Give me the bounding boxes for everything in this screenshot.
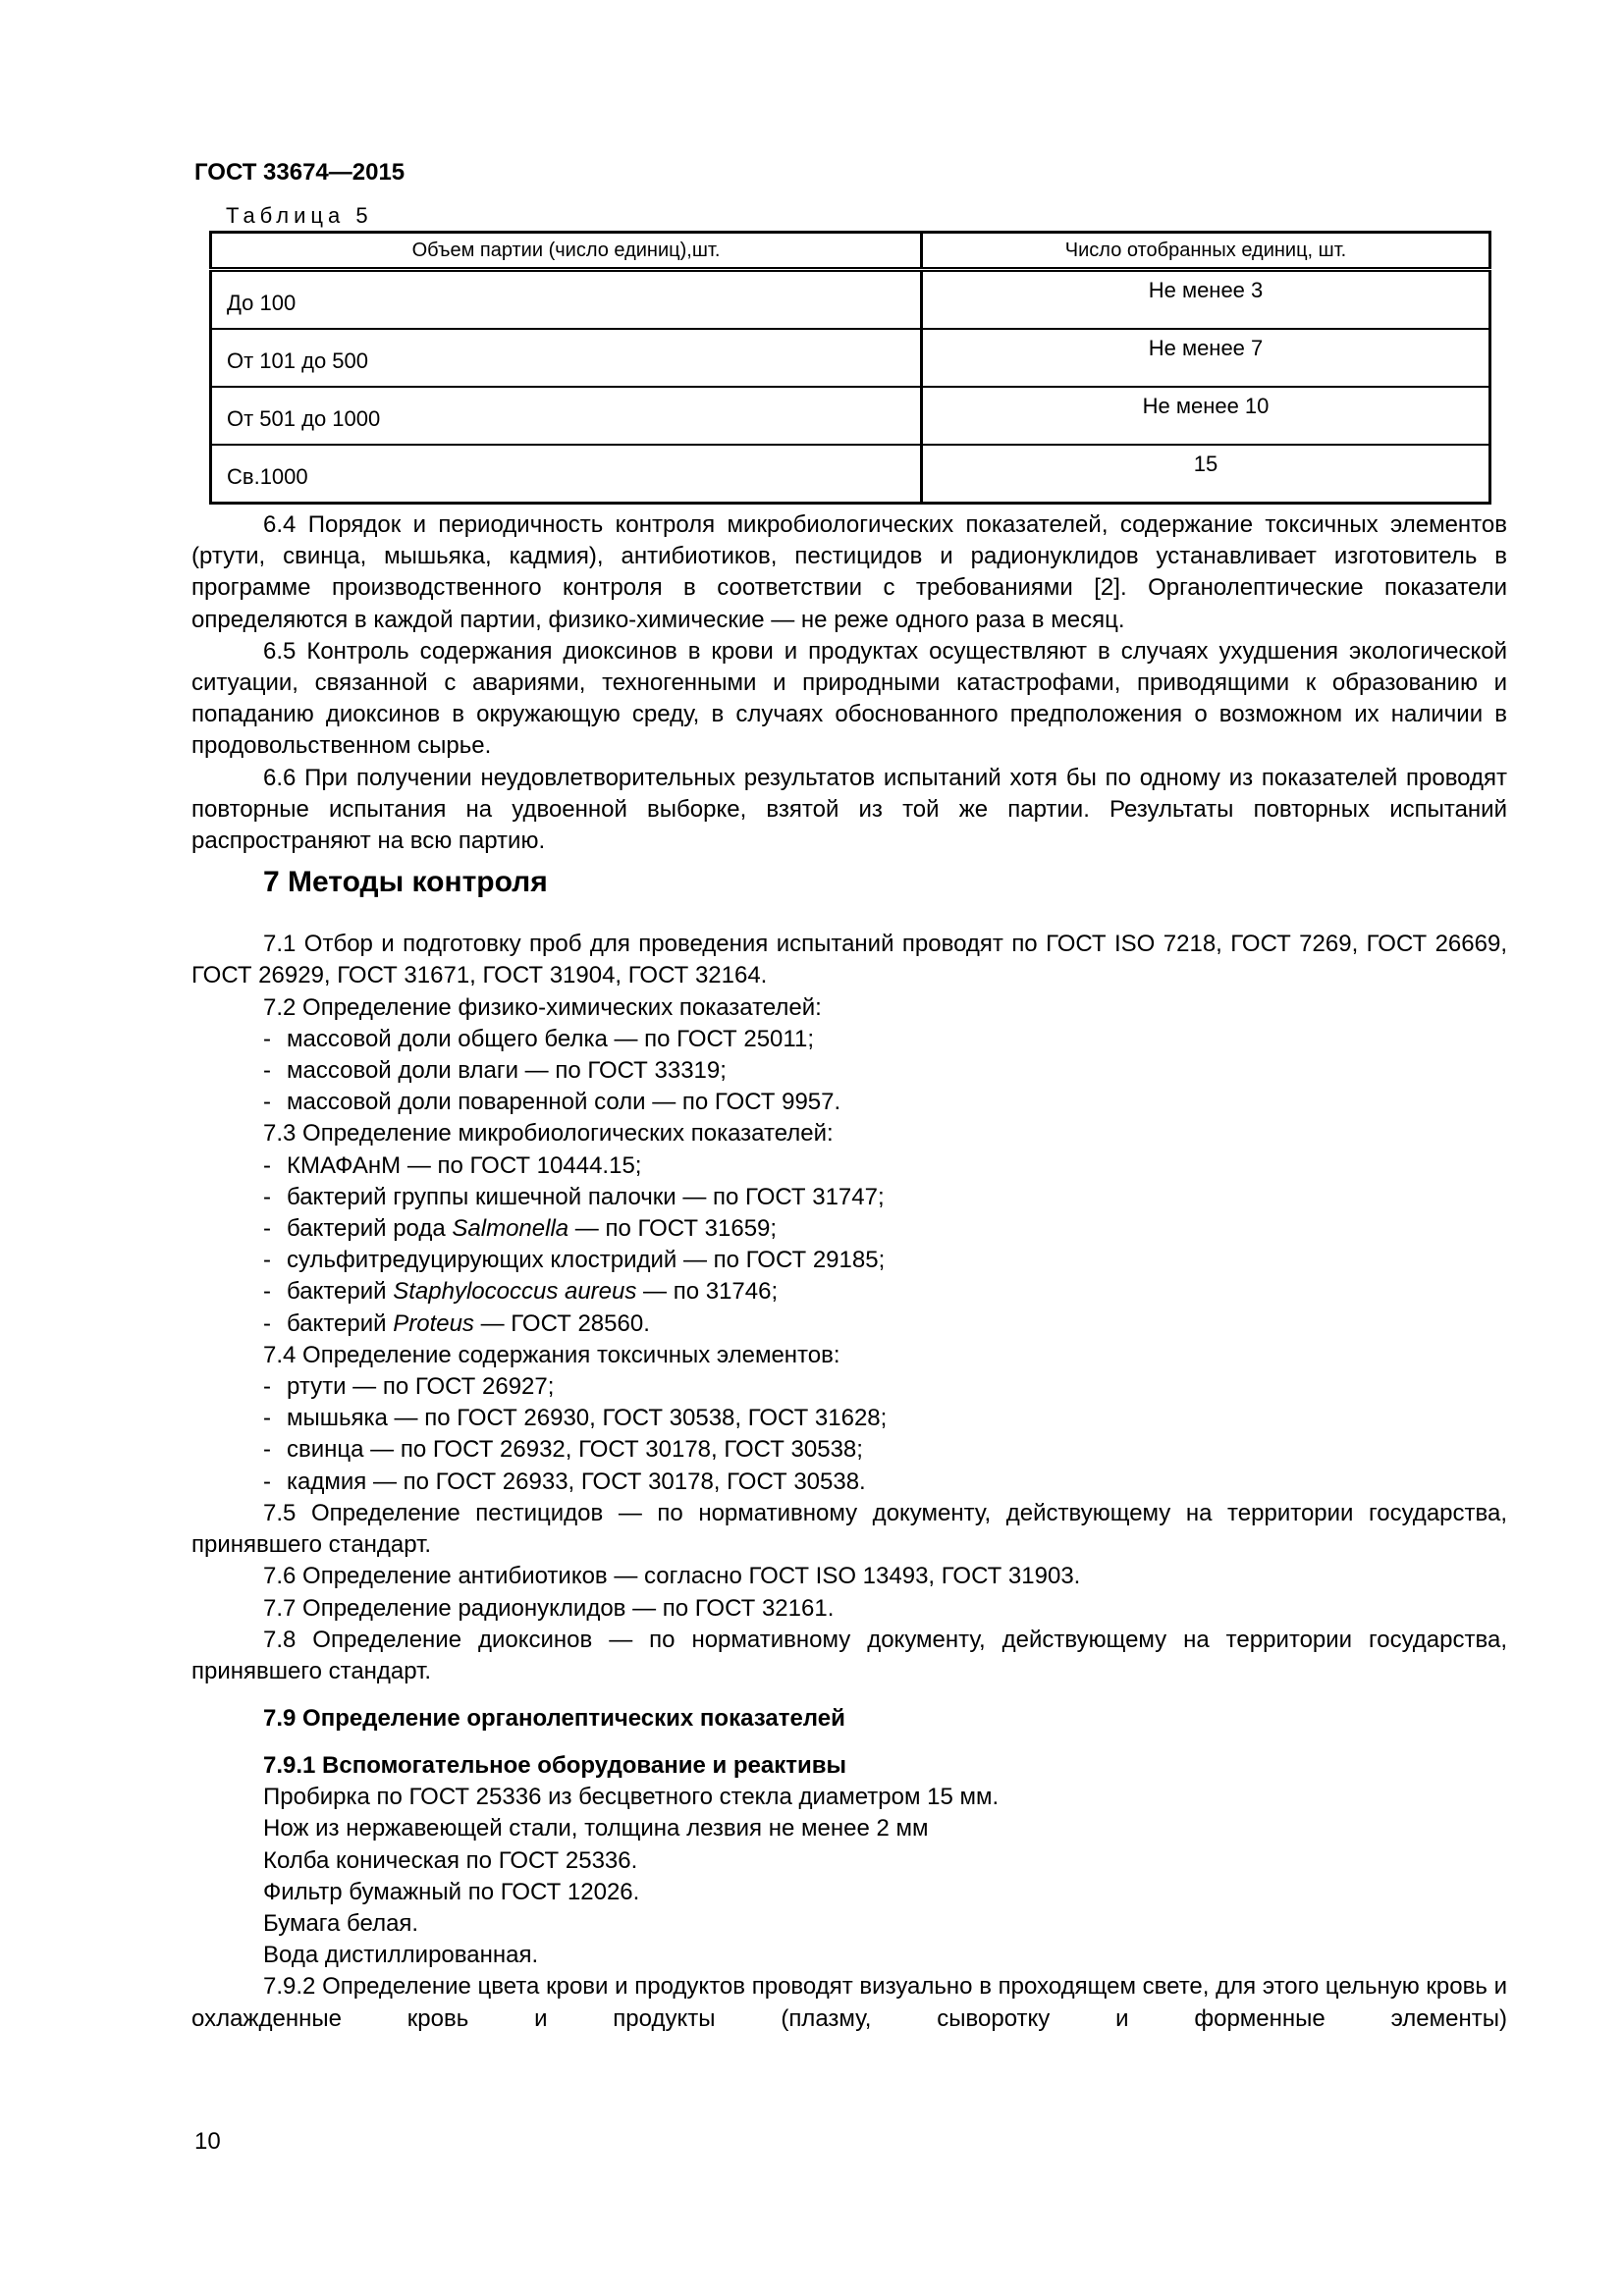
paragraph-7-9-2: 7.9.2 Определение цвета крови и продуктов проводят визуально в проходящем свете, для этого цельную кровь и охлажденные кровь и продукты (плазму, сыворотку и форменные элементы): [191, 1973, 1507, 2032]
paragraph-6-6: 6.6 При получении неудовлетворительных результатов испытаний хотя бы по одному из показателей проводят повторные испытания на удвоенной выборке, взятой из той же партии. Результаты повторных испытаний распространяют на всю партию.: [191, 764, 1507, 855]
paragraph-7-1: 7.1 Отбор и подготовку проб для проведения испытаний проводят по ГОСТ ISO 7218, ГОСТ 7269, ГОСТ 26669, ГОСТ 26929, ГОСТ 31671, ГОСТ 31904, ГОСТ 32164.: [191, 931, 1507, 989]
paragraph-7-8: 7.8 Определение диоксинов — по нормативному документу, действующему на территории государства, принявшего стандарт.: [191, 1626, 1507, 1684]
paragraph-6-5: 6.5 Контроль содержания диоксинов в крови и продуктах осуществляют в случаях ухудшения экологической ситуации, связанной с авариями, техногенными и природными катастрофами, приводящими к образованию и попаданию диоксинов в окружающую среду, в случаях обоснованного предположения о возможном их наличии в продовольственном сырье.: [191, 637, 1507, 760]
paragraph-7-5: 7.5 Определение пестицидов — по нормативному документу, действующему на территории государства, принявшего стандарт.: [191, 1499, 1507, 1559]
table-caption: Таблица 5: [226, 203, 373, 228]
list-dash: -: [263, 1278, 271, 1306]
paragraph-7-7: 7.7 Определение радионуклидов — по ГОСТ 32161.: [263, 1594, 835, 1622]
table-row: [211, 445, 1490, 504]
equipment-item: Нож из нержавеющей стали, толщина лезвия не менее 2 мм: [263, 1815, 929, 1842]
list-item: - бактерий рода Salmonella — по ГОСТ 31659;: [191, 1213, 1507, 1245]
species-name: Proteus: [393, 1309, 474, 1337]
list-dash: -: [263, 1405, 271, 1432]
species-name: Salmonella: [452, 1215, 569, 1243]
equipment-item: Фильтр бумажный по ГОСТ 12026.: [263, 1878, 640, 1905]
list-item: - мышьяка — по ГОСТ 26930, ГОСТ 30538, ГОСТ 31628;: [191, 1403, 1507, 1434]
list-item: - КМАФАнМ — по ГОСТ 10444.15;: [191, 1150, 1507, 1182]
lot-size-cell: До 100: [211, 270, 922, 330]
document-code: ГОСТ 33674—2015: [194, 159, 406, 186]
list-item: - бактерий Proteus — ГОСТ 28560.: [191, 1308, 1507, 1340]
section-7-heading: 7 Методы контроля: [263, 866, 548, 899]
equipment-item: Колба коническая по ГОСТ 25336.: [263, 1846, 638, 1874]
table-row: [211, 270, 1490, 330]
equipment-item: Пробирка по ГОСТ 25336 из бесцветного стекла диаметром 15 мм.: [263, 1784, 1000, 1811]
table-header-row: [211, 233, 1490, 270]
paragraph-7-2: 7.2 Определение физико-химических показателей:: [263, 993, 822, 1021]
lot-size-cell: Св.1000: [211, 445, 922, 504]
list-item: - массовой доли влаги — по ГОСТ 33319;: [191, 1055, 1507, 1087]
list-item: - массовой доли общего белка — по ГОСТ 25011;: [191, 1024, 1507, 1055]
sample-count-cell: Не менее 10: [922, 387, 1490, 445]
list-item: - ртути — по ГОСТ 26927;: [191, 1371, 1507, 1403]
list-dash: -: [263, 1215, 271, 1243]
list-item: - бактерий группы кишечной палочки — по ГОСТ 31747;: [191, 1182, 1507, 1213]
list-dash: -: [263, 1468, 271, 1495]
subsection-7-9-heading: 7.9 Определение органолептических показателей: [263, 1705, 845, 1733]
list-item: - сульфитредуцирующих клостридий — по ГОСТ 29185;: [191, 1245, 1507, 1276]
paragraph-7-4: 7.4 Определение содержания токсичных элементов:: [263, 1341, 840, 1368]
list-item: - бактерий Staphylococcus aureus — по 31746;: [191, 1276, 1507, 1308]
column-header-sample-count: Число отобранных единиц, шт.: [922, 233, 1490, 270]
list-dash: -: [263, 1089, 271, 1116]
sample-count-cell: Не менее 3: [922, 270, 1490, 330]
list-dash: -: [263, 1436, 271, 1464]
paragraph-7-3: 7.3 Определение микробиологических показателей:: [263, 1120, 834, 1148]
list-dash: -: [263, 1151, 271, 1179]
list-dash: -: [263, 1183, 271, 1210]
lot-size-cell: От 501 до 1000: [211, 387, 922, 445]
list-dash: -: [263, 1309, 271, 1337]
sample-count-cell: 15: [922, 445, 1490, 504]
list-item: - свинца — по ГОСТ 26932, ГОСТ 30178, ГОСТ 30538;: [191, 1434, 1507, 1466]
list-item: - кадмия — по ГОСТ 26933, ГОСТ 30178, ГОСТ 30538.: [191, 1467, 1507, 1498]
list-item: - массовой доли поваренной соли — по ГОСТ 9957.: [191, 1087, 1507, 1118]
list-dash: -: [263, 1247, 271, 1274]
list-dash: -: [263, 1373, 271, 1401]
subsection-7-9-1-heading: 7.9.1 Вспомогательное оборудование и реактивы: [263, 1752, 847, 1780]
table-row: [211, 387, 1490, 445]
list-dash: -: [263, 1057, 271, 1085]
sample-count-cell: Не менее 7: [922, 329, 1490, 387]
document-body: [191, 509, 1507, 2035]
equipment-item: Бумага белая.: [263, 1909, 419, 1937]
page-number: 10: [194, 2128, 221, 2155]
column-header-lot-size: Объем партии (число единиц),шт.: [211, 233, 922, 270]
table-row: [211, 329, 1490, 387]
paragraph-7-6: 7.6 Определение антибиотиков — согласно ГОСТ ISO 13493, ГОСТ 31903.: [263, 1563, 1081, 1590]
species-name: Staphylococcus aureus: [393, 1278, 637, 1306]
lot-size-cell: От 101 до 500: [211, 329, 922, 387]
paragraph-6-4: 6.4 Порядок и периодичность контроля микробиологических показателей, содержание токсичных элементов (ртути, свинца, мышьяка, кадмия), антибиотиков, пестицидов и радионуклидов устанавливает изготовитель в программе производственного контроля в соответствии с требованиями [2]. Органолептические показатели определяются в каждой партии, физико-химические — не реже одного раза в месяц.: [191, 511, 1507, 633]
equipment-item: Вода дистиллированная.: [263, 1942, 539, 1969]
list-dash: -: [263, 1025, 271, 1052]
sampling-table: [209, 231, 1491, 505]
